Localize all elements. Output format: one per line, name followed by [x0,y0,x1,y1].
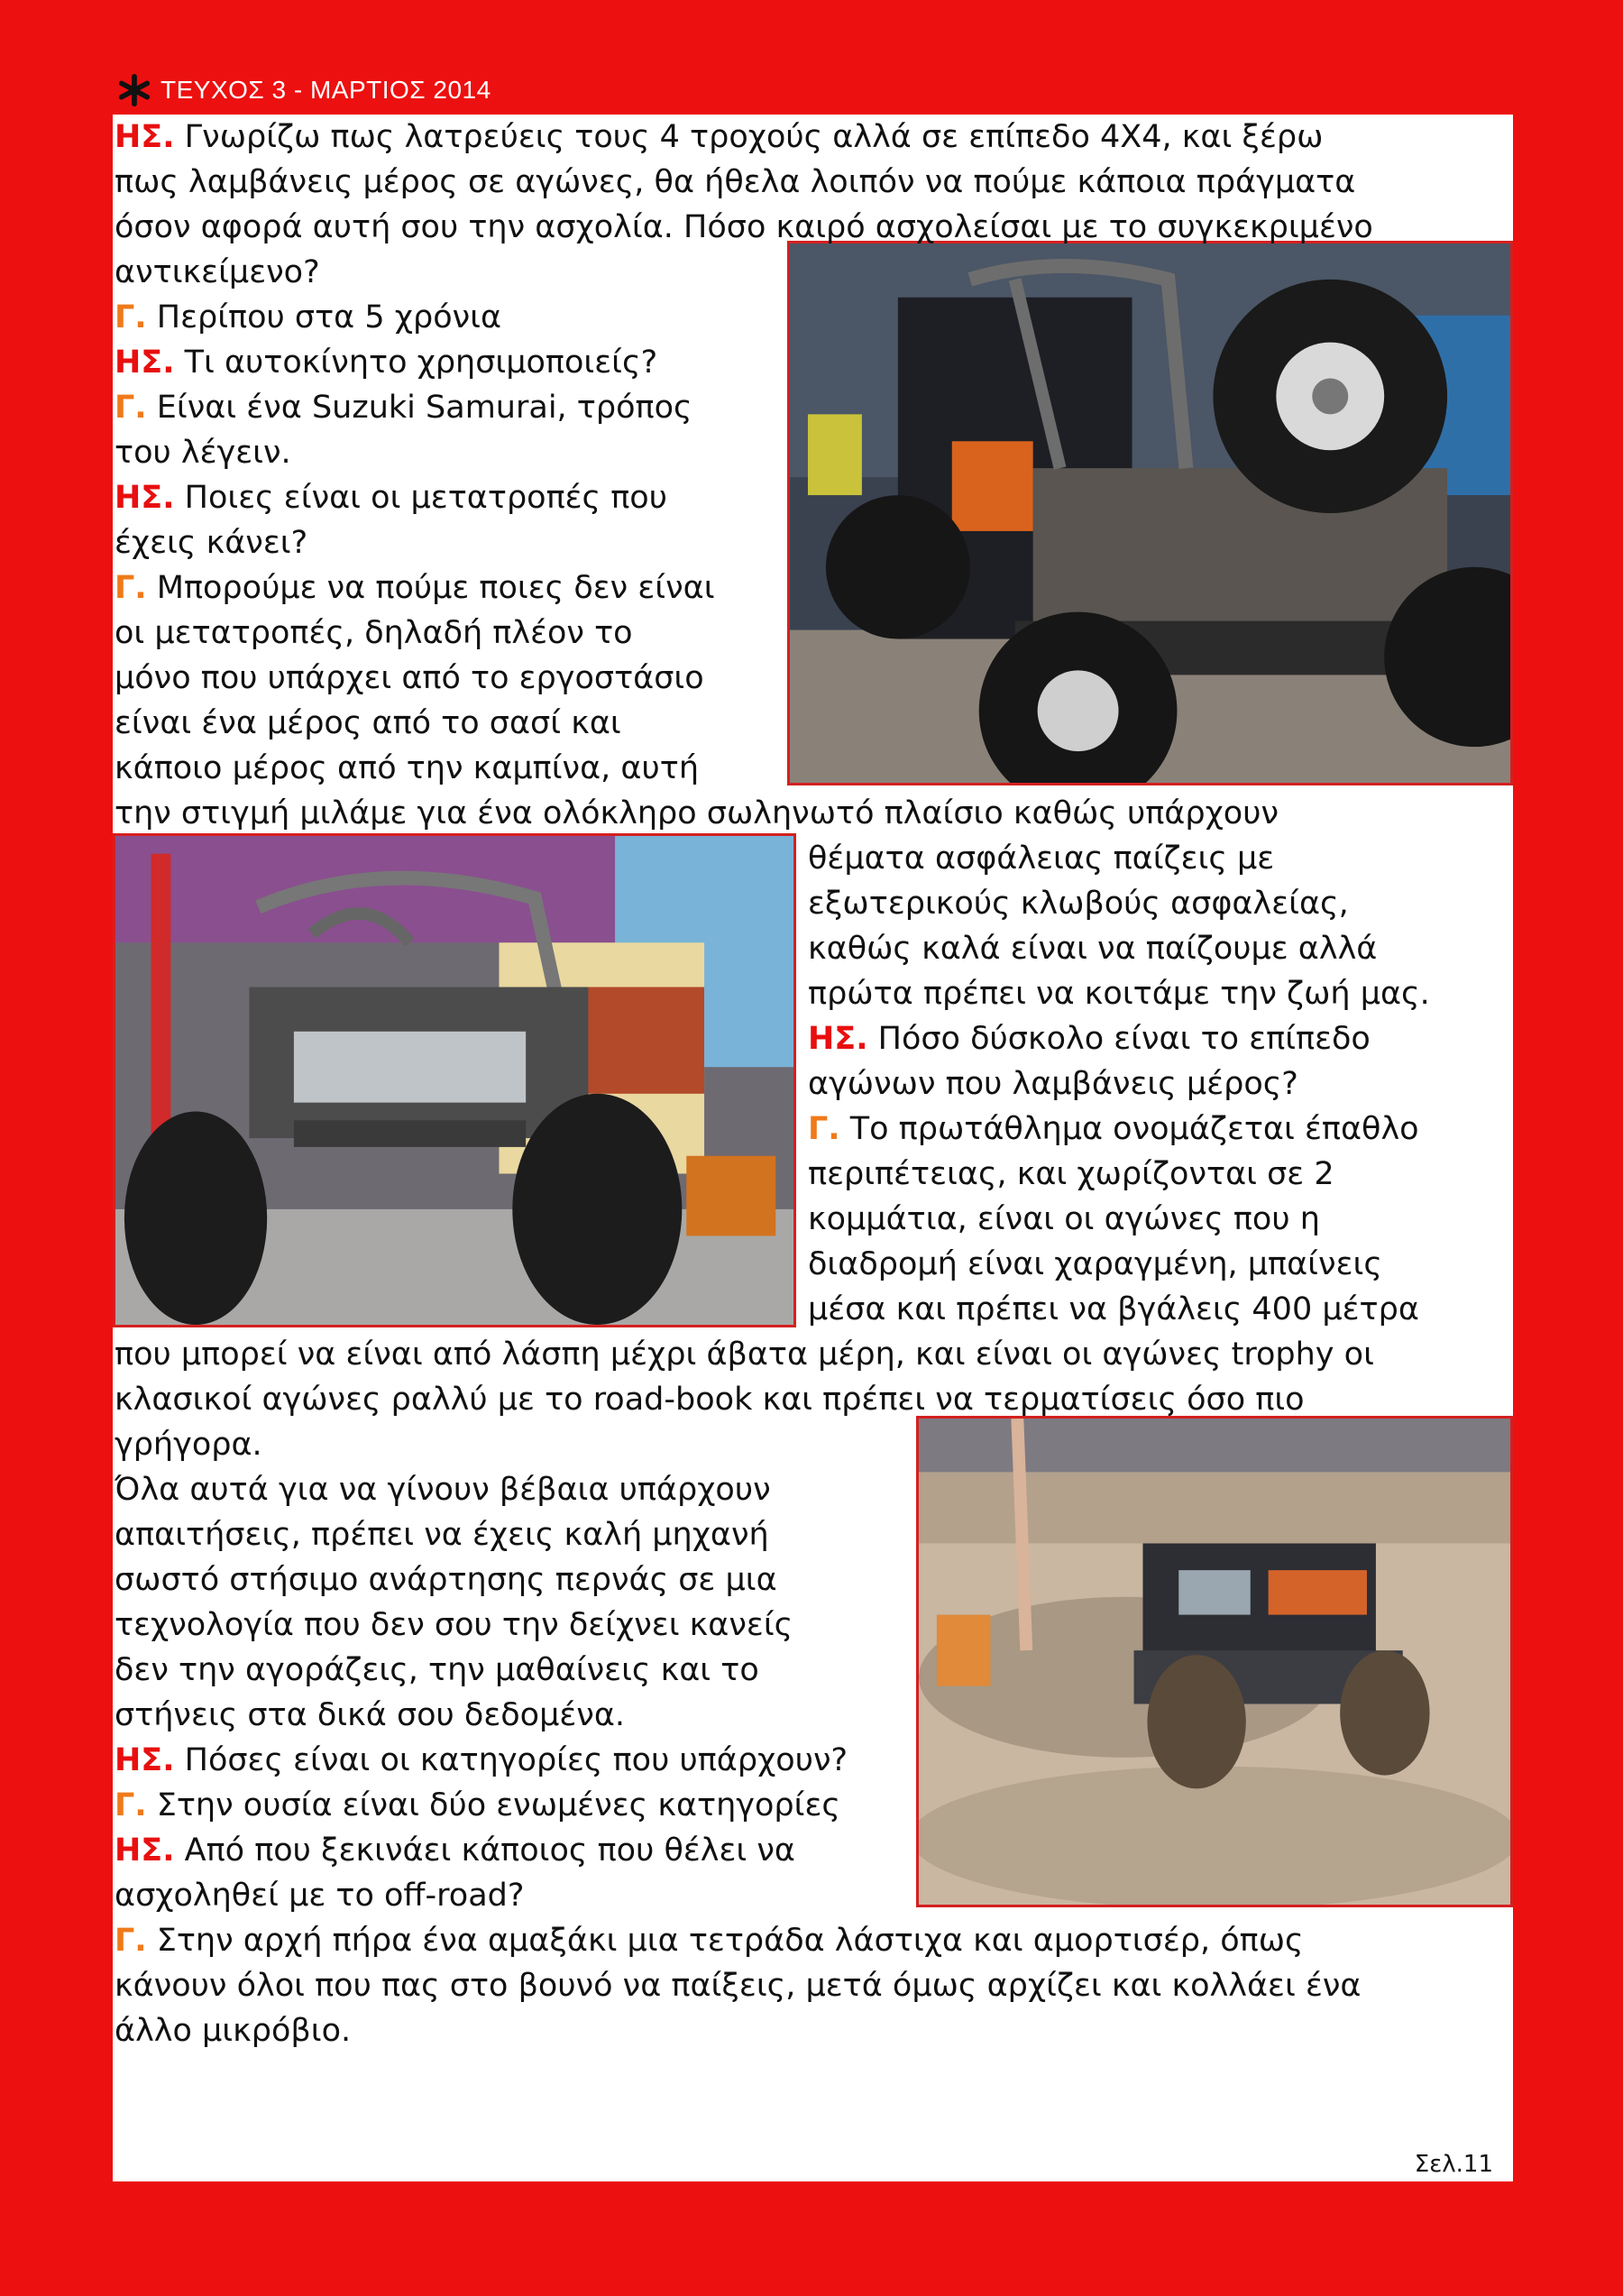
photo-buggy-front [113,833,796,1327]
text-line-39: ΗΣ. Από που ξεκινάει κάποιος που θέλει να [115,1832,795,1869]
text-line-24: περιπέτειας, και χωρίζονται σε 2 [808,1156,1334,1192]
text-line-27: μέσα και πρέπει να βγάλεις 400 μέτρα [808,1291,1419,1327]
text-line-31: Όλα αυτά για να γίνουν βέβαια υπάρχουν [115,1472,771,1508]
text-line-12: οι μετατροπές, δηλαδή πλέον το [115,615,633,651]
text-line-42: κάνουν όλοι που πας στο βουνό να παίξεις, μετά όμως αρχίζει και κολλάει ένα [115,1968,1362,2004]
text-line-28: που μπορεί να είναι από λάσπη μέχρι άβατα μέρη, και είναι οι αγώνες trophy οι [115,1336,1374,1373]
text-line-16: την στιγμή μιλάμε για ένα ολόκληρο σωληνωτό πλαίσιο καθώς υπάρχουν [115,795,1279,831]
text-line-36: στήνεις στα δικά σου δεδομένα. [115,1697,626,1733]
text-line-19: καθώς καλά είναι να παίζουμε αλλά [808,931,1378,967]
text-line-38: Γ. Στην ουσία είναι δύο ενωμένες κατηγορίες [115,1787,840,1823]
text-line-4: αντικείμενο? [115,254,320,290]
text-line-22: αγώνων που λαμβάνεις μέρος? [808,1066,1298,1102]
text-line-1: ΗΣ. Γνωρίζω πως λατρεύεις τους 4 τροχούς αλλά σε επίπεδο 4Χ4, και ξέρω [115,119,1324,155]
text-line-13: μόνο που υπάρχει από το εργοστάσιο [115,660,704,696]
text-line-32: απαιτήσεις, πρέπει να έχεις καλή μηχανή [115,1517,769,1553]
photo-samurai-mud [916,1416,1513,1907]
text-line-14: είναι ένα μέρος από το σασί και [115,705,621,741]
asterisk-logo-icon [117,73,151,107]
text-line-17: θέματα ασφάλειας παίζεις με [808,840,1275,877]
text-line-15: κάποιο μέρος από την καμπίνα, αυτή [115,750,699,786]
text-line-34: τεχνολογία που δεν σου την δείχνει κανείς [115,1607,793,1643]
text-line-11: Γ. Μπορούμε να πούμε ποιες δεν είναι [115,570,715,606]
text-line-18: εξωτερικούς κλωβούς ασφαλείας, [808,886,1349,922]
text-line-2: πως λαμβάνεις μέρος σε αγώνες, θα ήθελα λοιπόν να πούμε κάποια πράγματα [115,164,1356,200]
text-line-35: δεν την αγοράζεις, την μαθαίνεις και το [115,1652,759,1688]
text-line-21: ΗΣ. Πόσο δύσκολο είναι το επίπεδο [808,1021,1371,1057]
text-line-5: Γ. Περίπου στα 5 χρόνια [115,299,502,335]
text-line-23: Γ. Το πρωτάθλημα ονομάζεται έπαθλο [808,1111,1419,1147]
text-line-3: όσον αφορά αυτή σου την ασχολία. Πόσο καιρό ασχολείσαι με το συγκεκριμένο [115,209,1373,245]
text-line-43: άλλο μικρόβιο. [115,2013,352,2049]
text-line-25: κομμάτια, είναι οι αγώνες που η [808,1201,1320,1237]
text-line-6: ΗΣ. Τι αυτοκίνητο χρησιμοποιείς? [115,344,658,381]
text-line-20: πρώτα πρέπει να κοιτάμε την ζωή μας. [808,976,1430,1012]
text-line-26: διαδρομή είναι χαραγμένη, μπαίνεις [808,1246,1382,1282]
text-line-8: του λέγειν. [115,435,291,471]
page-number: Σελ.11 [1414,2151,1493,2178]
article-page [113,115,1513,2181]
text-line-30: γρήγορα. [115,1427,262,1463]
text-line-40: ασχοληθεί με το off-road? [115,1878,525,1914]
text-line-9: ΗΣ. Ποιες είναι οι μετατροπές που [115,480,667,516]
text-line-41: Γ. Στην αρχή πήρα ένα αμαξάκι μια τετράδα λάστιχα και αμορτισέρ, όπως [115,1923,1304,1959]
text-line-10: έχεις κάνει? [115,525,308,561]
text-line-7: Γ. Είναι ένα Suzuki Samurai, τρόπος [115,390,692,426]
issue-header [117,70,491,110]
photo-buggy-rear [787,241,1513,785]
text-line-29: κλασικοί αγώνες ραλλύ με το road-book και πρέπει να τερματίσεις όσο πιο [115,1382,1305,1418]
text-line-37: ΗΣ. Πόσες είναι οι κατηγορίες που υπάρχουν? [115,1742,848,1778]
text-line-33: σωστό στήσιμο ανάρτησης περνάς σε μια [115,1562,777,1598]
issue-label: ΤΕΥΧΟΣ 3 - ΜΑΡΤΙΟΣ 2014 [160,76,491,104]
